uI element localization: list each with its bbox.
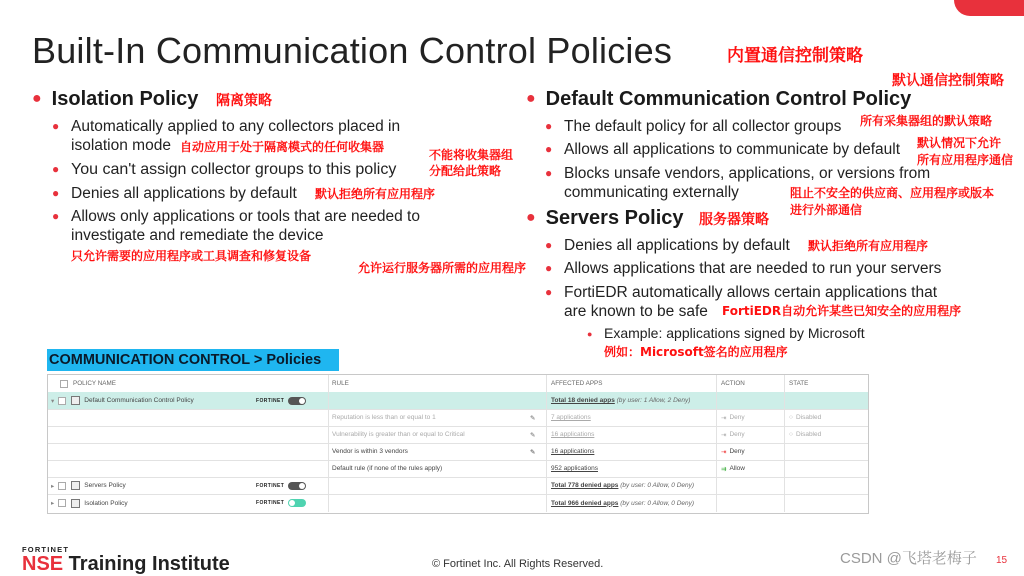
isolation-item-3: ● Denies all applications by default	[52, 185, 297, 202]
isolation-heading-annotation: 隔离策略	[216, 93, 272, 109]
edit-pencil-icon[interactable]: ✎	[530, 414, 536, 422]
disabled-icon: ○	[789, 431, 793, 438]
isolation-item-4-annotation: 只允许需要的应用程序或工具调查和修复设备	[71, 249, 312, 263]
rule-text: Vulnerability is greater than or equal to Critical	[332, 431, 465, 438]
servers-item-1-annotation: 默认拒绝所有应用程序	[808, 239, 929, 253]
default-item-3-annotation: 阻止不安全的供应商、应用程序或版本	[790, 186, 995, 200]
policy-toggle[interactable]	[288, 499, 306, 507]
bullet-icon: ●	[32, 90, 42, 107]
affected-apps-link[interactable]: 16 applications	[551, 431, 595, 438]
row-checkbox[interactable]	[58, 397, 66, 405]
isolation-policy-heading: ● Isolation Policy	[32, 88, 199, 110]
isolation-item-4: ● Allows only applications or tools that are needed to investigate and remediate the device	[52, 208, 420, 244]
servers-sub-item-annotation: 例如：Microsoft签名的应用程序	[604, 345, 788, 359]
bullet-icon: ●	[526, 209, 536, 226]
policy-name: Default Communication Control Policy	[84, 397, 194, 404]
default-item-1: ● The default policy for all collector groups	[545, 118, 842, 135]
allow-icon: ⇉	[721, 465, 727, 473]
isolation-item-3-annotation: 默认拒绝所有应用程序	[315, 187, 436, 201]
rule-text: Default rule (if none of the rules apply)	[332, 465, 443, 472]
default-item-3-annotation-2: 进行外部通信	[790, 203, 863, 217]
rule-text: Vendor is within 3 vendors	[332, 448, 408, 455]
servers-item-2: ● Allows applications that are needed to run your servers	[545, 260, 942, 277]
copyright-text: © Fortinet Inc. All Rights Reserved.	[432, 558, 604, 570]
default-item-2-annotation: 默认情况下允许	[917, 136, 1002, 150]
edit-pencil-icon[interactable]: ✎	[530, 448, 536, 456]
expand-chevron-icon[interactable]: ▸	[51, 482, 55, 490]
table-row: Vulnerability is greater than or equal to Critical ✎ 16 applications ⇥ Deny ○ Disabled	[48, 426, 868, 444]
affected-apps-link[interactable]: Total 778 denied apps	[551, 482, 619, 489]
row-checkbox[interactable]	[58, 499, 66, 507]
fortinet-logo: FORTINET	[256, 500, 285, 506]
servers-item-3-annotation: FortiEDR自动允许某些已知安全的应用程序	[722, 304, 962, 318]
table-row: Vendor is within 3 vendors ✎ 16 applications ⇥ Deny	[48, 443, 868, 461]
deny-icon: ⇥	[721, 448, 727, 456]
policy-icon	[71, 481, 80, 490]
select-all-checkbox[interactable]	[60, 380, 68, 388]
policy-name: Isolation Policy	[84, 499, 128, 507]
policy-toggle[interactable]	[288, 397, 306, 405]
isolation-item-2: ● You can't assign collector groups to this policy	[52, 161, 397, 178]
col-action: ACTION	[721, 380, 745, 387]
isolation-item-2-annotation-2: 分配给此策略	[429, 164, 502, 178]
table-row: Default rule (if none of the rules apply) 952 applications ⇉ Allow	[48, 460, 868, 478]
affected-apps-link[interactable]: 16 applications	[551, 448, 595, 455]
default-item-1-annotation: 所有采集器组的默认策略	[860, 114, 993, 128]
affected-apps-link[interactable]: 7 applications	[551, 414, 591, 421]
deny-icon: ⇥	[721, 414, 727, 422]
default-item-2-annotation-2: 所有应用程序通信	[917, 153, 1014, 167]
col-affected-apps: AFFECTED APPS	[551, 380, 603, 387]
affected-apps-link[interactable]: 952 applications	[551, 465, 598, 472]
servers-sub-item: ● Example: applications signed by Microsoft	[587, 325, 865, 341]
rule-text: Reputation is less than or equal to 1	[332, 414, 436, 421]
policy-icon	[71, 499, 80, 508]
policy-toggle[interactable]	[288, 482, 306, 490]
nse-training-logo: FORTINET NSE Training Institute	[22, 545, 230, 575]
corner-red-tab	[954, 0, 1024, 16]
table-row[interactable]: ▸ Servers Policy FORTINET Total 778 denied apps (by user: 0 Allow, 0 Deny)	[48, 477, 868, 495]
slide-title: Built-In Communication Control Policies	[32, 30, 673, 71]
default-heading-annotation: 默认通信控制策略	[892, 73, 1004, 89]
default-policy-heading: ● Default Communication Control Policy	[526, 88, 912, 110]
page-number: 15	[996, 555, 1008, 566]
row-checkbox[interactable]	[58, 482, 66, 490]
table-row: Reputation is less than or equal to 1 ✎ 7 applications ⇥ Deny ○ Disabled	[48, 409, 868, 427]
edit-pencil-icon[interactable]: ✎	[530, 431, 536, 439]
isolation-item-1: ● Automatically applied to any collectors placed in isolation mode	[52, 118, 401, 154]
col-state: STATE	[789, 380, 809, 387]
servers-item-2-annotation: 允许运行服务器所需的应用程序	[358, 261, 527, 275]
servers-item-3: ● FortiEDR automatically allows certain applications that are known to be safe	[545, 284, 938, 320]
table-header	[48, 375, 868, 393]
affected-apps-link[interactable]: Total 18 denied apps	[551, 397, 615, 404]
fortinet-logo: FORTINET	[256, 482, 285, 489]
isolation-item-1-annotation: 自动应用于处于隔离模式的任何收集器	[180, 140, 385, 154]
isolation-item-2-annotation: 不能将收集器组	[429, 148, 514, 162]
title-annotation: 内置通信控制策略	[726, 41, 864, 66]
breadcrumb: COMMUNICATION CONTROL > Policies	[47, 349, 339, 371]
servers-item-1: ● Denies all applications by default	[545, 237, 790, 254]
affected-apps-link[interactable]: Total 966 denied apps	[551, 499, 619, 507]
watermark: CSDN @飞塔老梅子	[840, 550, 977, 567]
deny-icon: ⇥	[721, 431, 727, 439]
servers-heading-annotation: 服务器策略	[699, 212, 769, 228]
policy-name: Servers Policy	[84, 482, 126, 489]
table-row[interactable]: ▾ Default Communication Control Policy FORTINET Total 18 denied apps (by user: 1 Allow, 2 Deny)	[48, 392, 868, 410]
disabled-icon: ○	[789, 414, 793, 421]
table-row[interactable]: ▸ Isolation Policy FORTINET Total 966 denied apps (by user: 0 Allow, 0 Deny)	[48, 494, 868, 512]
default-item-2: ● Allows all applications to communicate by default	[545, 141, 901, 158]
expand-chevron-icon[interactable]: ▸	[51, 500, 55, 507]
policy-icon	[71, 396, 80, 405]
fortinet-logo: FORTINET	[256, 397, 285, 404]
default-item-3: ● Blocks unsafe vendors, applications, or versions from communicating externally	[545, 165, 931, 201]
servers-policy-heading: ● Servers Policy	[526, 207, 684, 229]
collapse-chevron-icon[interactable]: ▾	[51, 397, 55, 405]
policies-table	[47, 374, 869, 514]
bullet-icon: ●	[526, 90, 536, 107]
col-rule: RULE	[332, 380, 349, 387]
col-policy-name: POLICY NAME	[73, 380, 116, 387]
